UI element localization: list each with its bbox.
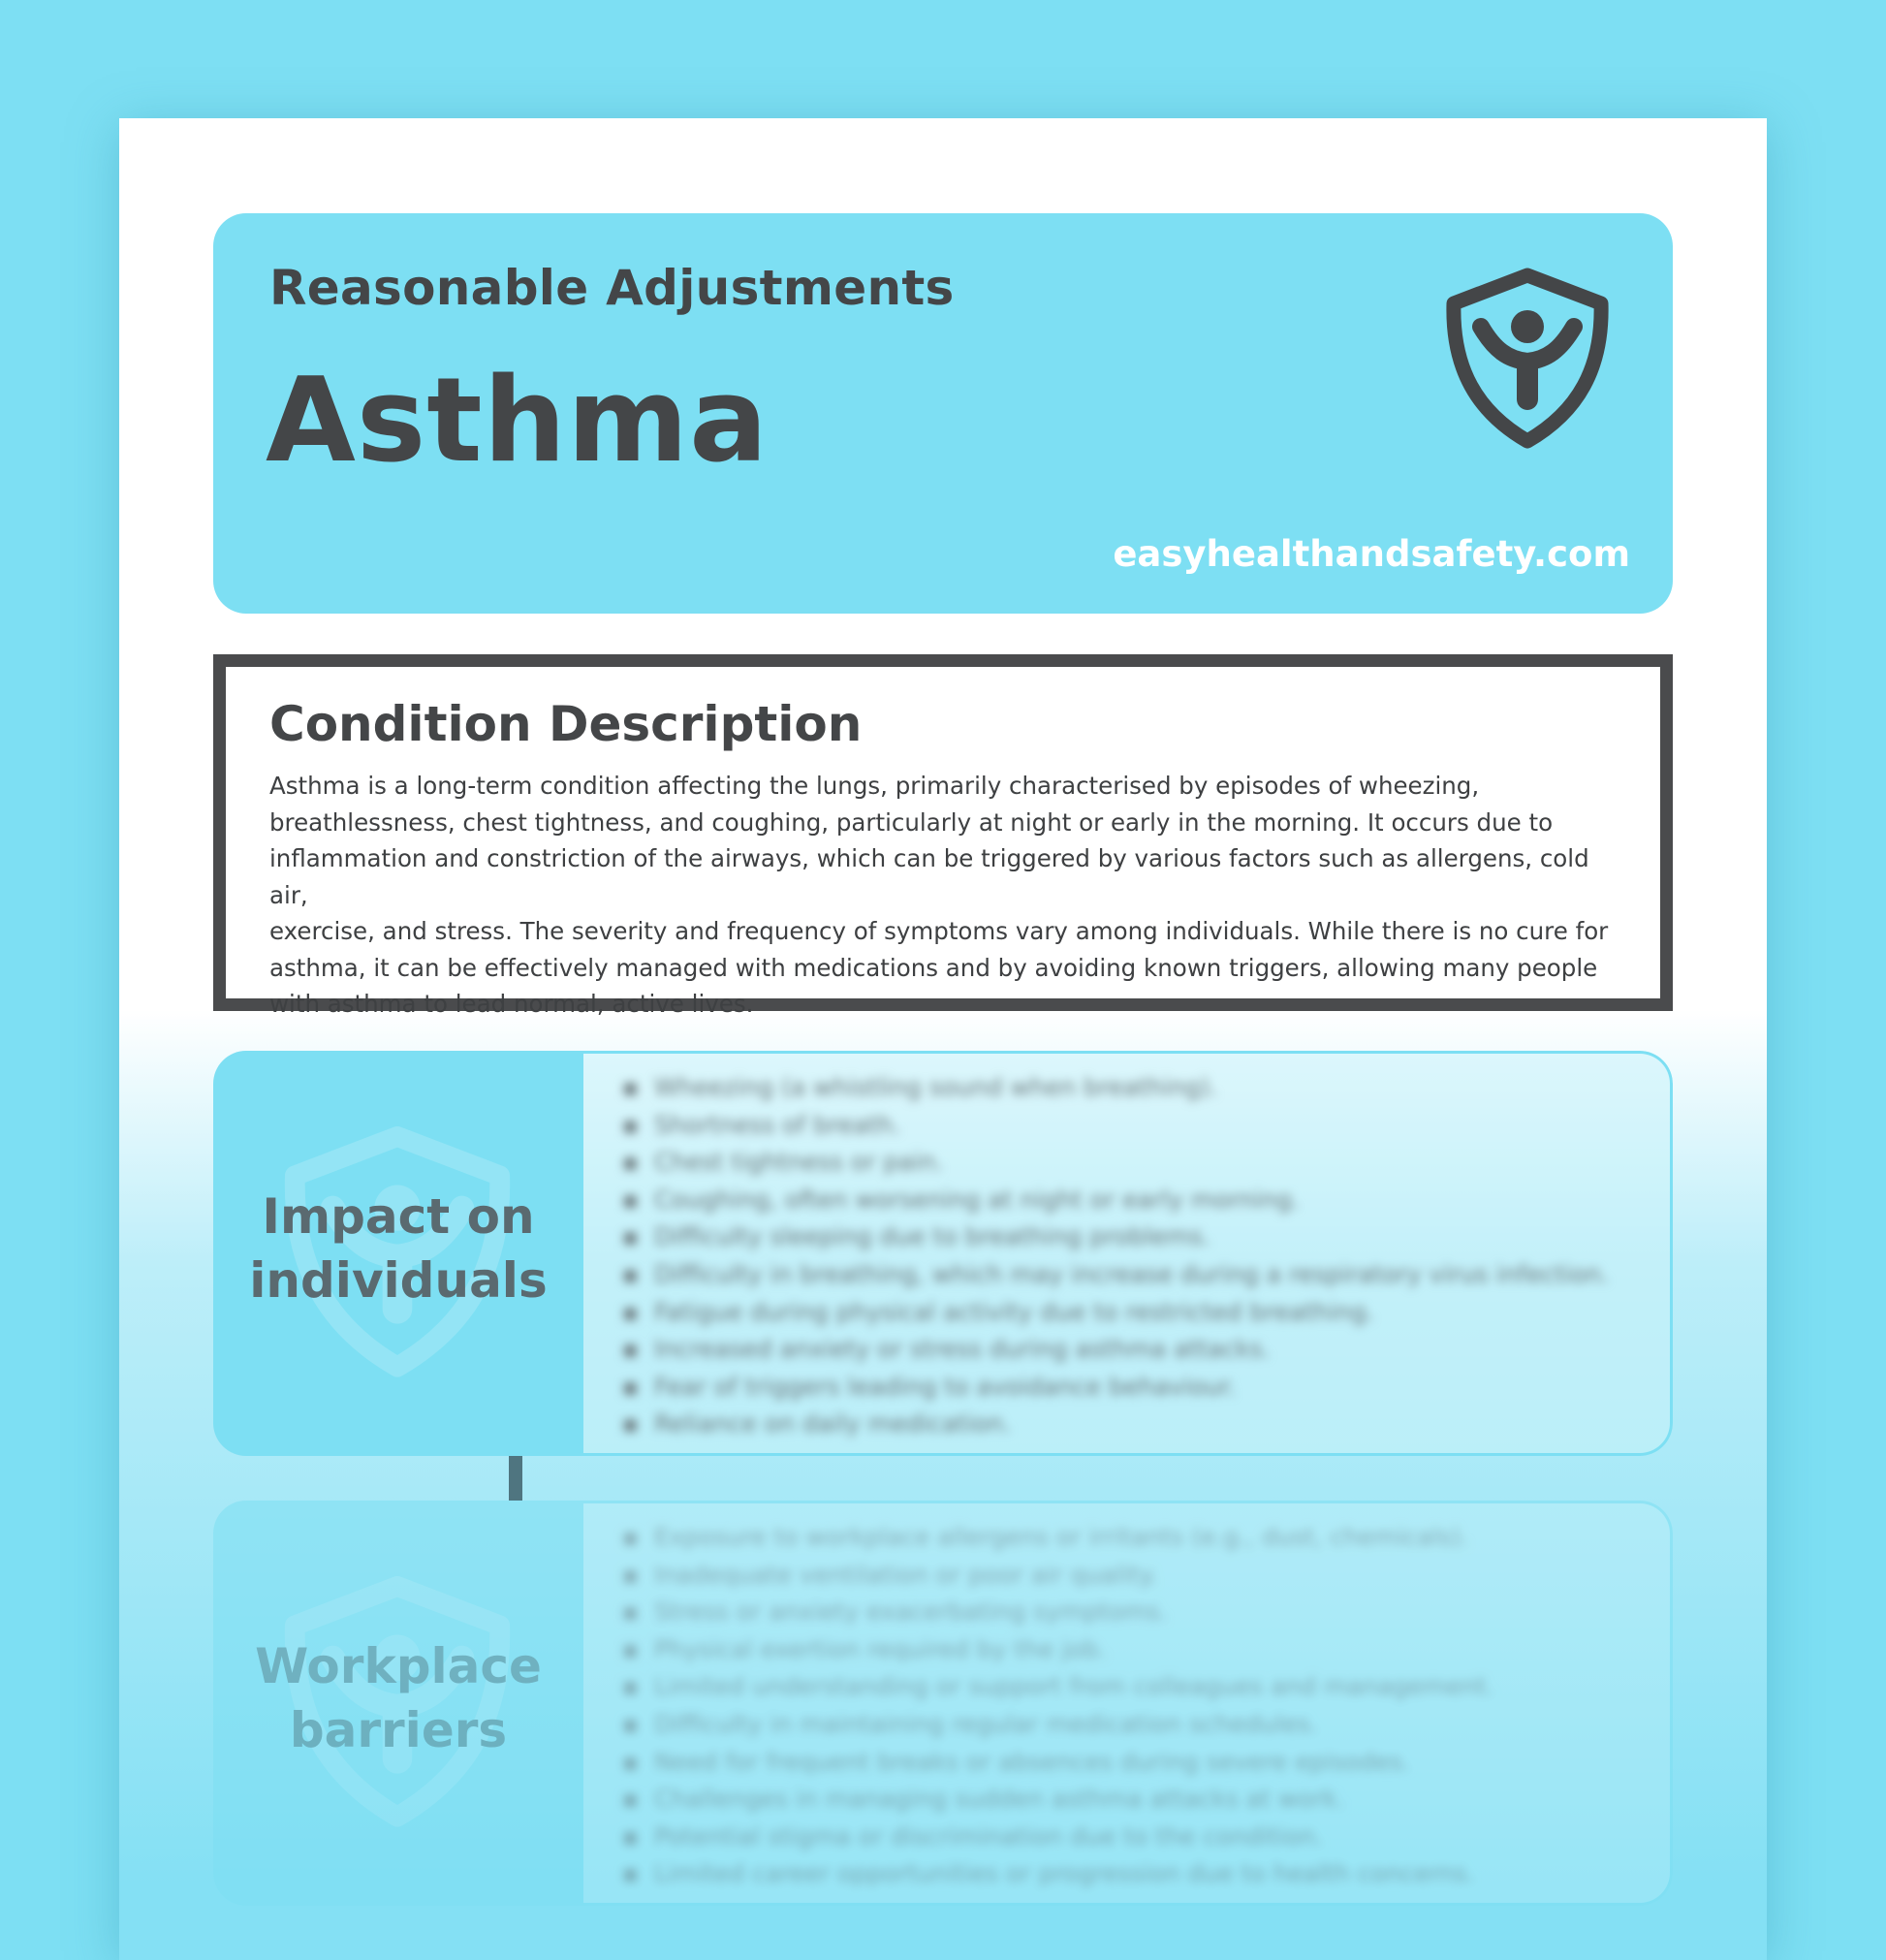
section-title (213, 1634, 583, 1762)
list-item: ▪ Limited understanding or support from colleagues and management. (622, 1668, 1670, 1706)
section-impact-on-individuals (213, 1051, 1673, 1456)
header-banner (213, 213, 1673, 614)
list-item: ▪ Physical exertion required by the job. (622, 1631, 1670, 1669)
list-item: ▪ Exposure to workplace allergens or irritants (e.g., dust, chemicals). (622, 1519, 1670, 1557)
section-title-line: barriers (289, 1702, 508, 1758)
list-item: ▪ Need for frequent breaks or absences during severe episodes. (622, 1744, 1670, 1782)
section-title-line: Workplace (255, 1638, 542, 1694)
impact-list (583, 1054, 1670, 1443)
list-item: ▪ Potential stigma or discrimination due to the condition. (622, 1818, 1670, 1856)
section-label-panel (213, 1051, 583, 1456)
list-item: ▪ Fear of triggers leading to avoidance behaviour. (622, 1369, 1670, 1407)
list-item: ▪ Difficulty sleeping due to breathing problems. (622, 1218, 1670, 1256)
section-body (583, 1051, 1673, 1456)
list-item: ▪ Reliance on daily medication. (622, 1406, 1670, 1443)
description-line: with asthma to lead normal, active lives. (269, 990, 754, 1018)
website-link[interactable]: easyhealthandsafety.com (1113, 533, 1630, 575)
section-connector (509, 1456, 522, 1501)
barriers-list (583, 1503, 1670, 1893)
description-line: breathlessness, chest tightness, and coughing, particularly at night or early in the morning. It occurs due to (269, 807, 1554, 837)
section-body (583, 1501, 1673, 1906)
condition-description-box (213, 654, 1673, 1018)
document-subtitle: Reasonable Adjustments (269, 260, 955, 316)
document-title: Asthma (266, 354, 770, 489)
description-line: asthma, it can be effectively managed with medications and by avoiding known triggers, allowing many people (269, 953, 1598, 982)
list-item: ▪ Inadequate ventilation or poor air quality. (622, 1557, 1670, 1595)
list-item: ▪ Difficulty in breathing, which may increase during a respiratory virus infection. (622, 1256, 1670, 1294)
section-title (213, 1185, 583, 1312)
list-item: ▪ Limited career opportunities or progression due to health concerns. (622, 1855, 1670, 1893)
list-item: ▪ Coughing, often worsening at night or early morning. (622, 1182, 1670, 1219)
section-title-line: Impact on (262, 1188, 535, 1245)
list-item: ▪ Difficulty in maintaining regular medication schedules. (622, 1706, 1670, 1744)
document-page (119, 118, 1767, 1960)
description-line: Asthma is a long-term condition affecting the lungs, primarily characterised by episodes of wheezing, (269, 772, 1480, 800)
list-item: ▪ Challenges in managing sudden asthma attacks at work. (622, 1781, 1670, 1818)
list-item: ▪ Wheezing (a whistling sound when breathing). (622, 1069, 1670, 1107)
description-text (269, 768, 1617, 1023)
section-label-panel (213, 1501, 583, 1906)
section-workplace-barriers (213, 1501, 1673, 1906)
shield-person-icon (1444, 267, 1611, 451)
description-heading: Condition Description (269, 696, 863, 752)
description-line: inflammation and constriction of the airways, which can be triggered by various factors such as allergens, cold air, (269, 844, 1589, 909)
list-item: ▪ Fatigue during physical activity due to restricted breathing. (622, 1294, 1670, 1332)
list-item: ▪ Shortness of breath. (622, 1107, 1670, 1145)
list-item: ▪ Increased anxiety or stress during asthma attacks. (622, 1331, 1670, 1369)
description-line: exercise, and stress. The severity and frequency of symptoms vary among individuals. While there is no cure for (269, 917, 1609, 945)
section-title-line: individuals (249, 1252, 548, 1309)
list-item: ▪ Stress or anxiety exacerbating symptoms. (622, 1594, 1670, 1631)
list-item: ▪ Chest tightness or pain. (622, 1144, 1670, 1182)
